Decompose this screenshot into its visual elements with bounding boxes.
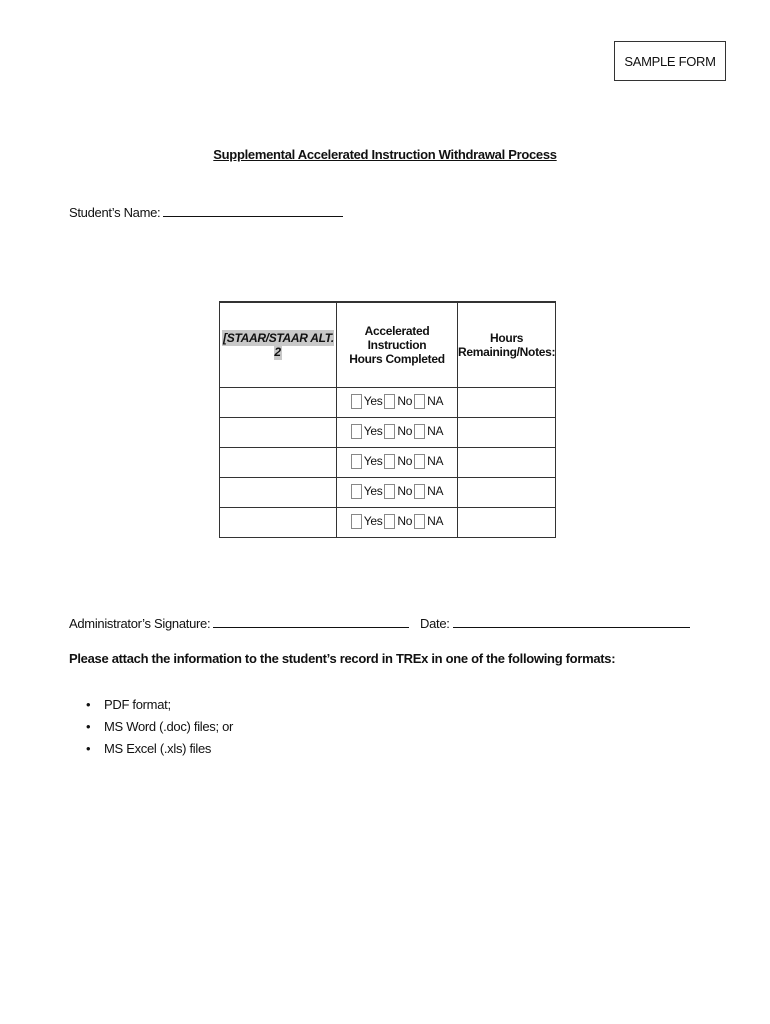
header-hours-remaining: Hours Remaining/Notes: (458, 302, 556, 388)
notes-cell[interactable] (458, 448, 556, 478)
header-hours-completed: Accelerated Instruction Hours Completed (337, 302, 458, 388)
staar-cell[interactable] (220, 448, 337, 478)
checkbox-no[interactable] (384, 394, 395, 409)
admin-signature-field[interactable] (69, 615, 409, 631)
date-field[interactable] (420, 615, 690, 631)
checkbox-label: NA (427, 394, 444, 408)
notes-cell[interactable] (458, 478, 556, 508)
list-item: • MS Word (.doc) files; or (86, 719, 234, 734)
checkbox-label: Yes (363, 394, 383, 408)
options-cell (337, 508, 458, 538)
checkbox-option[interactable] (384, 394, 412, 409)
page-title: Supplemental Accelerated Instruction Withdrawal Process (213, 147, 557, 162)
checkbox-label: Yes (363, 514, 383, 528)
list-item: • PDF format; (86, 697, 171, 712)
checkbox-yes[interactable] (351, 454, 362, 469)
checkbox-na[interactable] (414, 424, 425, 439)
checkbox-option[interactable] (414, 454, 443, 469)
staar-cell[interactable] (220, 508, 337, 538)
checkbox-label: NA (427, 484, 444, 498)
checkbox-yes[interactable] (351, 484, 362, 499)
formats-list (69, 694, 233, 760)
checkbox-yes[interactable] (351, 424, 362, 439)
hours-table (219, 301, 556, 538)
checkbox-label: No (397, 514, 413, 528)
notes-cell[interactable] (458, 508, 556, 538)
checkbox-option[interactable] (351, 424, 383, 439)
checkbox-option[interactable] (351, 484, 383, 499)
staar-cell[interactable] (220, 388, 337, 418)
table-row (220, 508, 556, 538)
admin-signature-label: Administrator’s Signature: (69, 616, 211, 631)
checkbox-label: Yes (363, 454, 383, 468)
checkbox-na[interactable] (414, 454, 425, 469)
student-name-line[interactable] (163, 204, 343, 217)
checkbox-label: No (397, 454, 413, 468)
checkbox-label: NA (427, 514, 444, 528)
table-row (220, 388, 556, 418)
checkbox-label: Yes (363, 484, 383, 498)
checkbox-option[interactable] (384, 424, 412, 439)
admin-signature-line[interactable] (213, 615, 409, 628)
options-cell (337, 478, 458, 508)
checkbox-label: No (397, 394, 413, 408)
checkbox-no[interactable] (384, 484, 395, 499)
checkbox-option[interactable] (351, 394, 383, 409)
staar-cell[interactable] (220, 418, 337, 448)
staar-cell[interactable] (220, 478, 337, 508)
checkbox-option[interactable] (384, 514, 412, 529)
checkbox-na[interactable] (414, 394, 425, 409)
options-cell (337, 388, 458, 418)
checkbox-label: No (397, 484, 413, 498)
options-cell (337, 448, 458, 478)
student-name-label: Student’s Name: (69, 205, 161, 220)
table-row (220, 478, 556, 508)
checkbox-label: Yes (363, 424, 383, 438)
checkbox-option[interactable] (351, 454, 383, 469)
checkbox-yes[interactable] (351, 394, 362, 409)
table-row (220, 448, 556, 478)
checkbox-label: NA (427, 424, 444, 438)
sample-form-label: SAMPLE FORM (614, 41, 726, 81)
checkbox-yes[interactable] (351, 514, 362, 529)
checkbox-option[interactable] (414, 514, 443, 529)
options-cell (337, 418, 458, 448)
checkbox-no[interactable] (384, 454, 395, 469)
checkbox-no[interactable] (384, 424, 395, 439)
checkbox-label: NA (427, 454, 444, 468)
table-row (220, 418, 556, 448)
list-item: • MS Excel (.xls) files (86, 741, 212, 756)
header-staar: [STAAR/STAAR ALT. 2 (220, 302, 337, 388)
date-label: Date: (420, 616, 450, 631)
checkbox-no[interactable] (384, 514, 395, 529)
notes-cell[interactable] (458, 418, 556, 448)
notes-cell[interactable] (458, 388, 556, 418)
checkbox-option[interactable] (384, 454, 412, 469)
checkbox-na[interactable] (414, 514, 425, 529)
attach-instruction: Please attach the information to the student’s record in TREx in one of the following formats: (69, 651, 616, 666)
checkbox-na[interactable] (414, 484, 425, 499)
student-name-field[interactable] (69, 204, 343, 220)
checkbox-label: No (397, 424, 413, 438)
checkbox-option[interactable] (414, 394, 443, 409)
checkbox-option[interactable] (414, 484, 443, 499)
date-line[interactable] (453, 615, 690, 628)
checkbox-option[interactable] (351, 514, 383, 529)
checkbox-option[interactable] (414, 424, 443, 439)
checkbox-option[interactable] (384, 484, 412, 499)
